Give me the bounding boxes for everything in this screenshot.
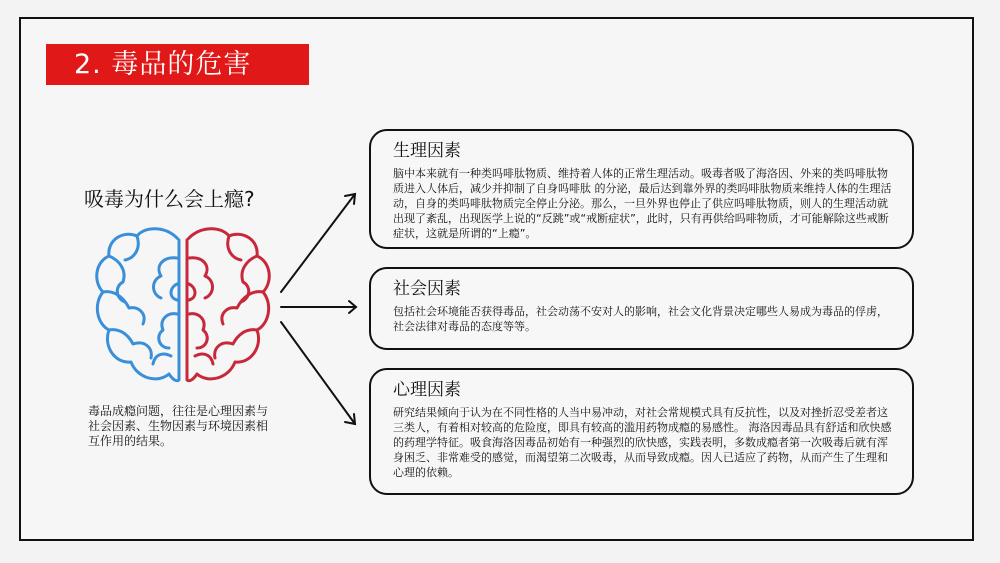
card-heading: 生理因素 — [393, 141, 461, 161]
card-body: 包括社会环境能否获得毒品，社会动荡不安对人的影响，社会文化背景决定哪些人易成为毒品的俘虏，社会法律对毒品的态度等等。 — [393, 305, 888, 333]
card-heading: 社会因素 — [393, 279, 461, 299]
card-heading: 心理因素 — [393, 380, 461, 400]
psychological-factor-card — [369, 368, 914, 495]
card-body: 脑中本来就有一种类吗啡肽物质、维持着人体的正常生理活动。吸毒者吸了海洛因、外来的类吗啡肽物质进入人体后，减少并抑制了自身吗啡肽 的分泌，最后达到靠外界的类吗啡肽物质来维持人体的生理活动，自身的类吗啡肽物质完全停止分泌。那么，一旦外界也停止了供应吗啡肽物质，则人的生理活动就 出现了紊乱，出现医学上说的“反跳”或“戒断症状”，此时，只有再供给吗啡物质，才可能解除这些戒断症状，这就是所谓的“上瘾”。 — [393, 167, 892, 240]
brain-icon — [93, 224, 273, 392]
conclusion-caption: 毒品成瘾问题，往往是心理因素与社会因素、生物因素与环境因素相互作用的结果。 — [88, 404, 269, 448]
brain-right-hemisphere — [187, 229, 269, 381]
page-title: 2. 毒品的危害 — [46, 44, 309, 85]
social-factor-card — [369, 267, 914, 350]
question-heading: 吸毒为什么会上瘾? — [84, 187, 255, 211]
physiological-factor-card — [369, 129, 914, 249]
brain-left-hemisphere — [97, 229, 179, 381]
card-body: 研究结果倾向于认为在不同性格的人当中易冲动，对社会常规模式具有反抗性，以及对挫折忍受差者这三类人，有着相对较高的危险度，即具有较高的滥用药物成瘾的易感性。 海洛因毒品具有舒适和欣快感的药理学特征。吸食海洛因毒品初始有一种强烈的欣快感，实践表明，多数成瘾者第一次吸毒后就有浑身困乏、非常难受的感觉，而渴望第二次吸毒，从而导致成瘾。因人已适应了药物，从而产生了生理和心理的依赖。 — [393, 406, 892, 479]
